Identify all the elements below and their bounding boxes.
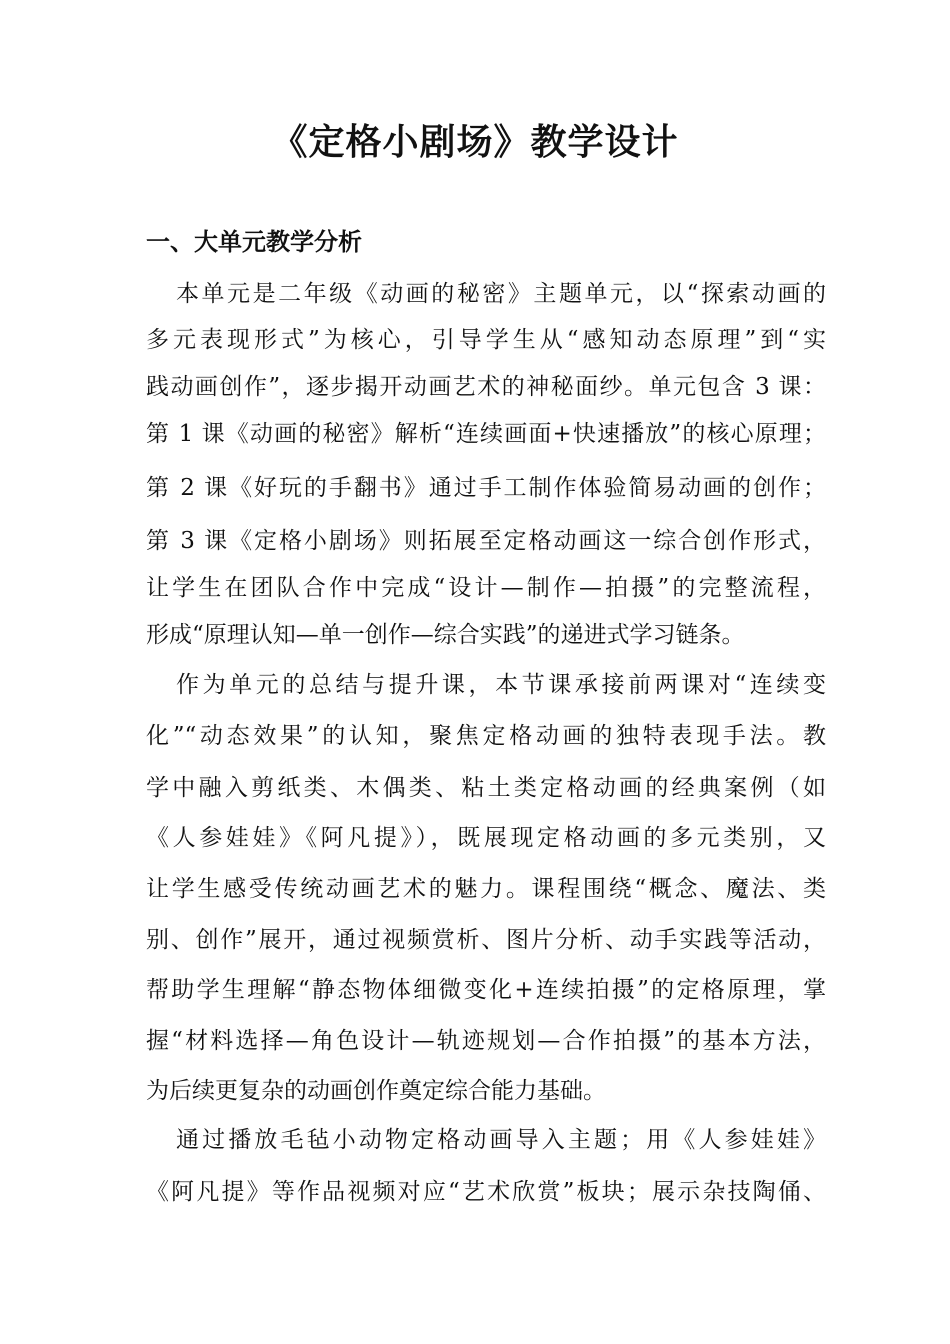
paragraph-line: 形成“原理认知—单一创作—综合实践”的递进式学习链条。: [146, 622, 745, 648]
paragraph-line: 握“材料选择—角色设计—轨迹规划—合作拍摄”的基本方法，: [146, 1028, 826, 1054]
paragraph-line: 学中融入剪纸类、木偶类、粘土类定格动画的经典案例（如: [146, 775, 826, 801]
paragraph-line: 本单元是二年级《动画的秘密》主题单元，以“探索动画的: [176, 281, 826, 307]
paragraph-line: 让学生在团队合作中完成“设计—制作—拍摄”的完整流程，: [146, 575, 826, 601]
paragraph-line: 通过播放毛毡小动物定格动画导入主题；用《人参娃娃》: [176, 1127, 826, 1153]
document-title: 《定格小剧场》教学设计: [271, 122, 679, 163]
paragraph-line: 多元表现形式”为核心，引导学生从“感知动态原理”到“实: [146, 327, 826, 353]
paragraph-line: 第 2 课《好玩的手翻书》通过手工制作体验简易动画的创作；: [146, 475, 826, 501]
paragraph-line: 《阿凡提》等作品视频对应“艺术欣赏”板块；展示杂技陶俑、: [146, 1179, 826, 1205]
paragraph-line: 作为单元的总结与提升课，本节课承接前两课对“连续变: [176, 672, 826, 698]
section-heading: 一、大单元教学分析: [146, 228, 362, 256]
paragraph-line: 别、创作”展开，通过视频赏析、图片分析、动手实践等活动，: [146, 927, 826, 953]
paragraph-line: 第 3 课《定格小剧场》则拓展至定格动画这一综合创作形式，: [146, 528, 826, 554]
paragraph-line: 帮助学生理解“静态物体细微变化+连续拍摄”的定格原理，掌: [146, 977, 826, 1003]
paragraph-line: 让学生感受传统动画艺术的魅力。课程围绕“概念、魔法、类: [146, 876, 826, 902]
paragraph-line: 践动画创作”，逐步揭开动画艺术的神秘面纱。单元包含 3 课：: [146, 374, 826, 400]
paragraph-line: 第 1 课《动画的秘密》解析“连续画面+快速播放”的核心原理；: [146, 421, 826, 447]
paragraph-line: 化”“动态效果”的认知，聚焦定格动画的独特表现手法。教: [146, 723, 826, 749]
paragraph-line: 《人参娃娃》《阿凡提》），既展现定格动画的多元类别，又: [146, 825, 826, 851]
paragraph-line: 为后续更复杂的动画创作奠定综合能力基础。: [146, 1078, 606, 1104]
